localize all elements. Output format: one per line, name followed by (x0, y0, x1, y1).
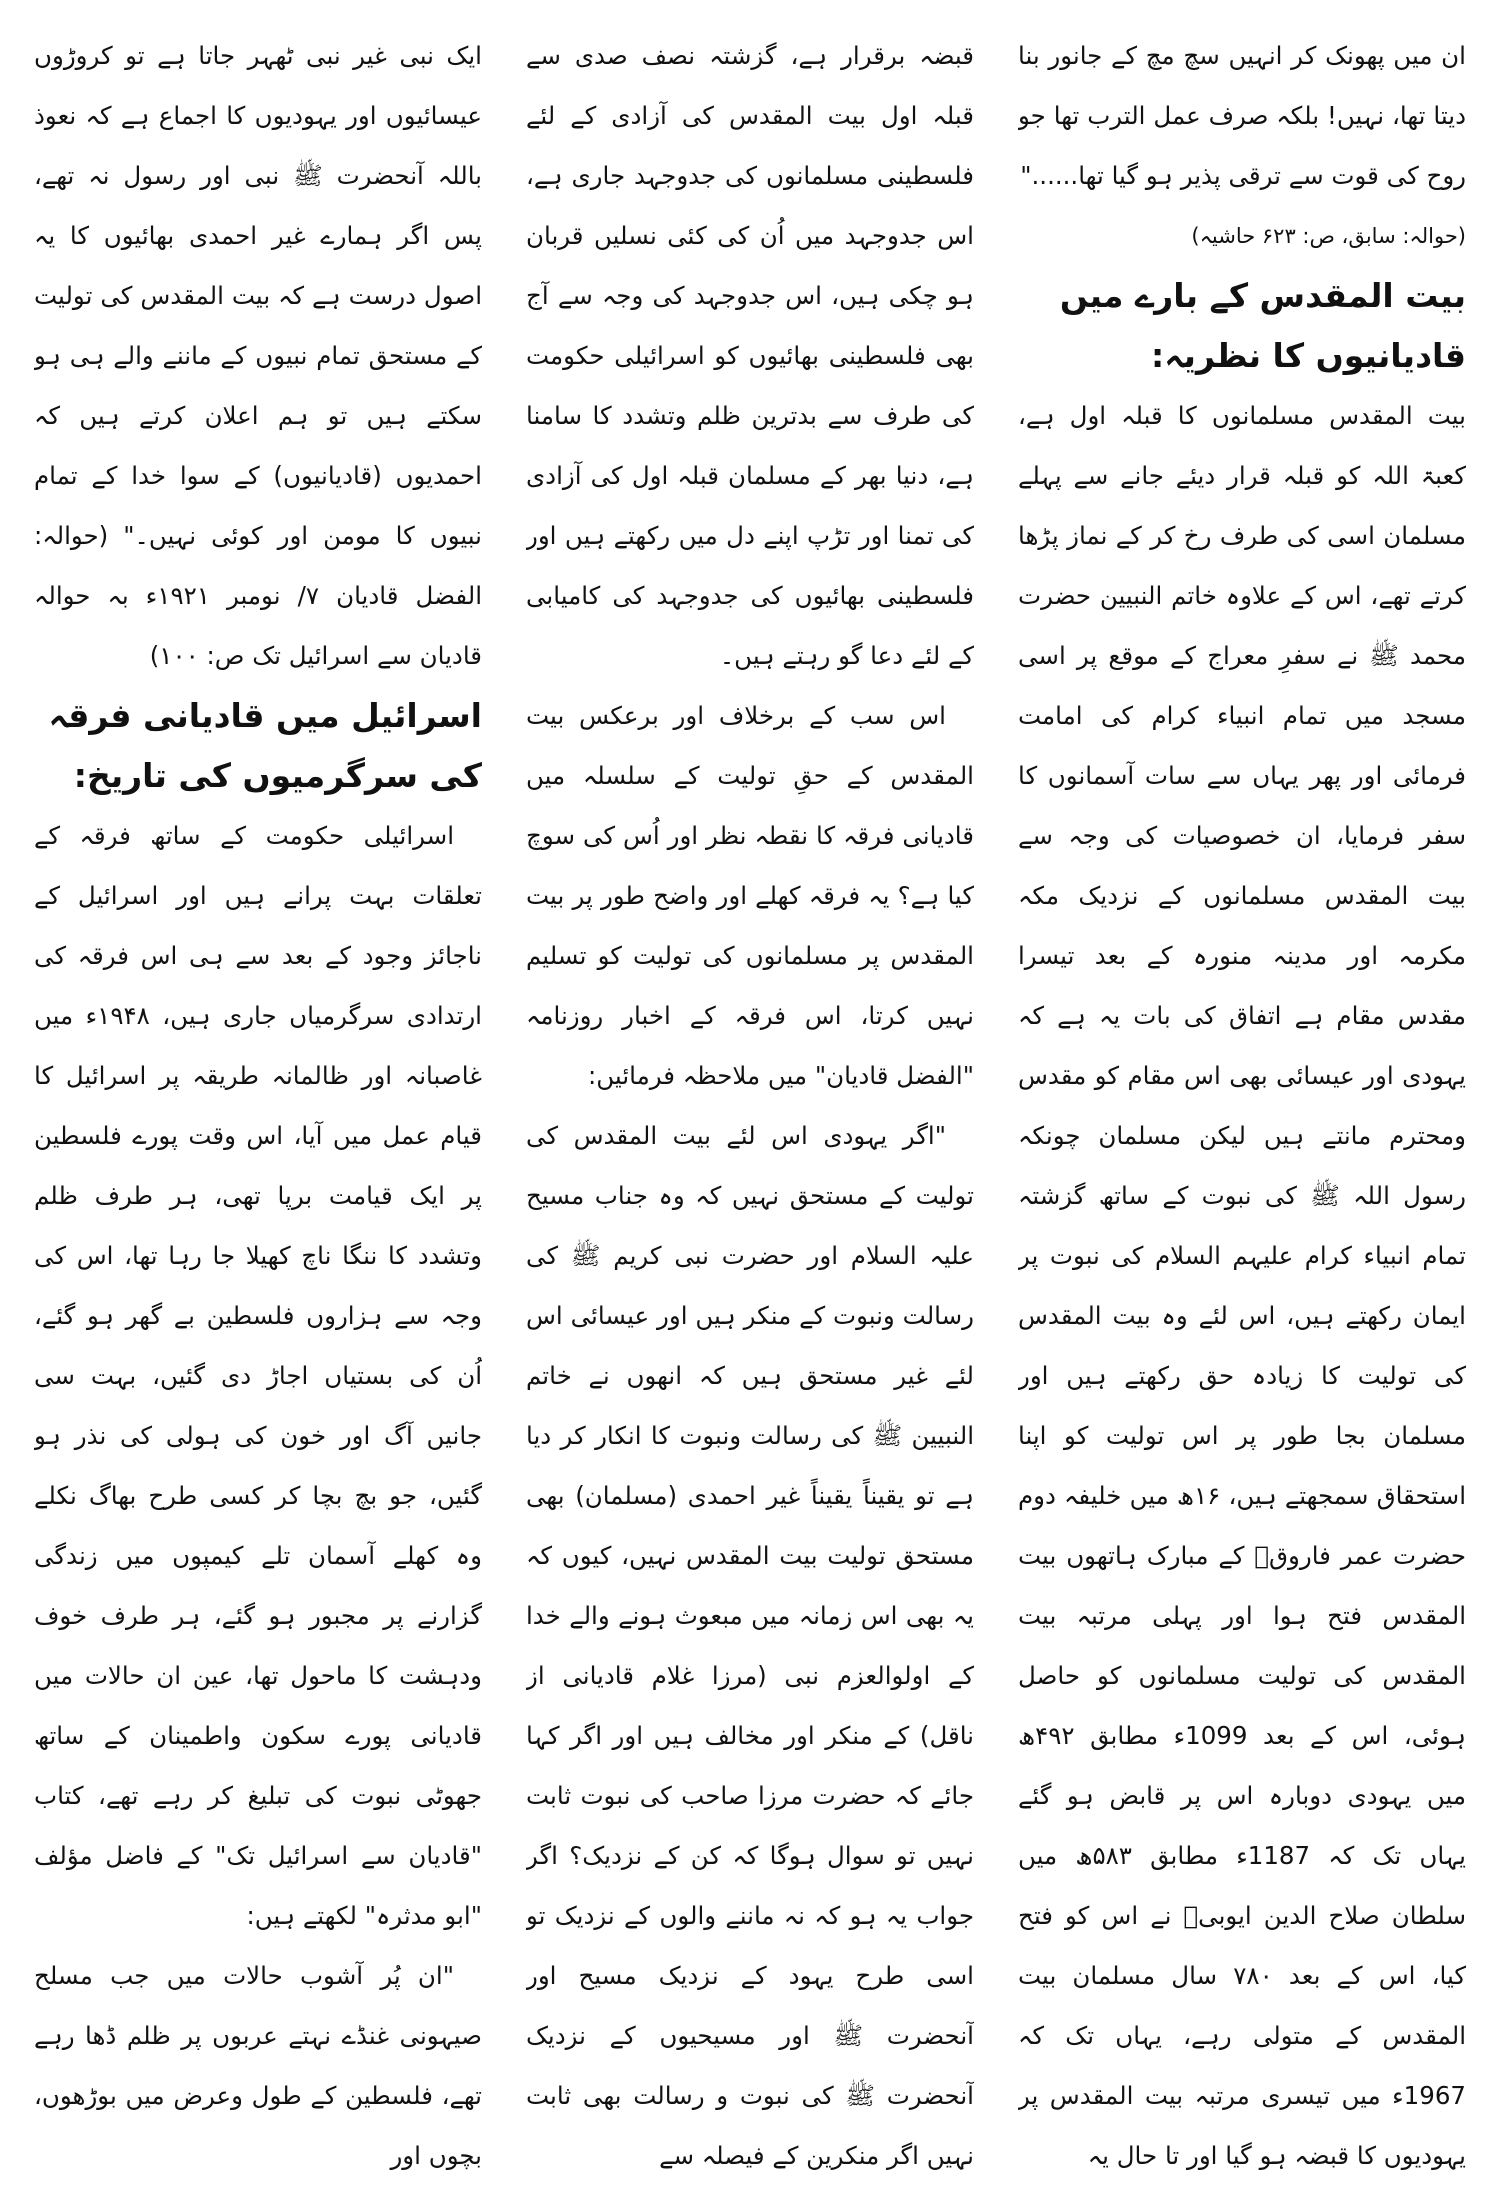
paragraph: ان میں پھونک کر انہیں سچ مچ کے جانور بنا دیتا تھا، نہیں! بلکہ صرف عمل الترب تھا جو روح کی قوت سے ترقی پذیر ہو گیا تھا......" (1018, 41, 1466, 190)
reference-note: (حوالہ: سابق، ص: ۶۲۳ حاشیہ) (1191, 224, 1466, 248)
paragraph: ایک نبی غیر نبی ٹھہر جاتا ہے تو کروڑوں عیسائیوں اور یہودیوں کا اجماع ہے کہ نعوذ باللہ آنحضرت ﷺ نبی اور رسول نہ تھے، پس اگر ہمارے غیر احمدی بھائیوں کا یہ اصول درست ہے کہ بیت المقدس کی تولیت کے مستحق تمام نبیوں کے ماننے والے ہی ہو سکتے ہیں تو ہم اعلان کرتے ہیں کہ احمدیوں (قادیانیوں) کے سوا خدا کے تمام نبیوں کا مومن اور کوئی نہیں۔" (حوالہ: الفضل قادیان ۷/ نومبر ۱۹۲۱ء بہ حوالہ قادیان سے اسرائیل تک ص: ۱۰۰) (34, 41, 482, 670)
section-heading: اسرائیل میں قادیانی فرقہ کی سرگرمیوں کی تاریخ: (48, 696, 482, 795)
column-right (1018, 26, 1466, 2180)
paragraph: بیت المقدس مسلمانوں کا قبلہ اول ہے، کعبۃ اللہ کو قبلہ قرار دیئے جانے سے پہلے مسلمان اسی کی طرف رخ کر کے نماز پڑھا کرتے تھے، اس کے علاوہ خاتم النبیین حضرت محمد ﷺ نے سفرِ معراج کے موقع پر اسی مسجد میں تمام انبیاء کرام کی امامت فرمائی اور پھر یہاں سے سات آسمانوں کا سفر فرمایا، ان خصوصیات کی وجہ سے بیت المقدس مسلمانوں کے نزدیک مکہ مکرمہ اور مدینہ منورہ کے بعد تیسرا مقدس مقام ہے اتفاق کی بات یہ ہے کہ یہودی اور عیسائی بھی اس مقام کو مقدس ومحترم مانتے ہیں لیکن مسلمان چونکہ رسول اللہ ﷺ کی نبوت کے ساتھ گزشتہ تمام انبیاء کرام علیہم السلام کی نبوت پر ایمان رکھتے ہیں، اس لئے وہ بیت المقدس کی تولیت کا زیادہ حق رکھتے ہیں اور مسلمان بجا طور پر اس تولیت کو اپنا استحقاق سمجھتے ہیں، ۱۶ھ میں خلیفہ دوم حضرت عمر فاروقؓ کے مبارک ہاتھوں بیت المقدس فتح ہوا اور پہلی مرتبہ بیت المقدس کی تولیت مسلمانوں کو حاصل ہوئی، اس کے بعد 1099ء مطابق ۴۹۲ھ میں یہودی دوبارہ اس پر قابض ہو گئے یہاں تک کہ 1187ء مطابق ۵۸۳ھ میں سلطان صلاح الدین ایوبیؒ نے اس کو فتح کیا، اس کے بعد ۷۸۰ سال مسلمان بیت المقدس کے متولی رہے، یہاں تک کہ 1967ء میں تیسری مرتبہ بیت المقدس پر یہودیوں کا قبضہ ہو گیا اور تا حال یہ (1018, 401, 1466, 2170)
paragraph: اسرائیلی حکومت کے ساتھ فرقہ کے تعلقات بہت پرانے ہیں اور اسرائیل کے ناجائز وجود کے بعد سے ہی اس فرقہ کی ارتدادی سرگرمیاں جاری ہیں، ۱۹۴۸ء میں غاصبانہ اور ظالمانہ طریقہ پر اسرائیل کا قیام عمل میں آیا، اس وقت پورے فلسطین پر ایک قیامت برپا تھی، ہر طرف ظلم وتشدد کا ننگا ناچ کھیلا جا رہا تھا، اس کی وجہ سے ہزاروں فلسطین بے گھر ہو گئے، اُن کی بستیاں اجاڑ دی گئیں، بہت سی جانیں آگ اور خون کی ہولی کی نذر ہو گئیں، جو بچ بچا کر کسی طرح بھاگ نکلے وہ کھلے آسمان تلے کیمپوں میں زندگی گزارنے پر مجبور ہو گئے، ہر طرف خوف ودہشت کا ماحول تھا، عین ان حالات میں قادیانی پورے سکون واطمینان کے ساتھ جھوٹی نبوت کی تبلیغ کر رہے تھے، کتاب "قادیان سے اسرائیل تک" کے فاضل مؤلف "ابو مدثرہ" لکھتے ہیں: (34, 821, 482, 1930)
paragraph: اس سب کے برخلاف اور برعکس بیت المقدس کے حقِ تولیت کے سلسلہ میں قادیانی فرقہ کا نقطہ نظر اور اُس کی سوچ کیا ہے؟ یہ فرقہ کھلے اور واضح طور پر بیت المقدس پر مسلمانوں کی تولیت کو تسلیم نہیں کرتا، اس فرقہ کے اخبار روزنامہ "الفضل قادیان" میں ملاحظہ فرمائیں: (526, 701, 974, 1090)
column-left (34, 26, 482, 2180)
section-heading: بیت المقدس کے بارے میں قادیانیوں کا نظریہ: (1059, 276, 1466, 375)
column-middle (526, 26, 974, 2180)
quotation: "اگر یہودی اس لئے بیت المقدس کی تولیت کے مستحق نہیں کہ وہ جناب مسیح علیہ السلام اور حضرت نبی کریم ﷺ کی رسالت ونبوت کے منکر ہیں اور عیسائی اس لئے غیر مستحق ہیں کہ انھوں نے خاتم النبیین ﷺ کی رسالت ونبوت کا انکار کر دیا ہے تو یقیناً یقیناً غیر احمدی (مسلمان) بھی مستحق تولیت بیت المقدس نہیں، کیوں کہ یہ بھی اس زمانہ میں مبعوث ہونے والے خدا کے اولوالعزم نبی (مرزا غلام قادیانی از ناقل) کے منکر اور مخالف ہیں اور اگر کہا جائے کہ حضرت مرزا صاحب کی نبوت ثابت نہیں تو سوال ہوگا کہ کن کے نزدیک؟ اگر جواب یہ ہو کہ نہ ماننے والوں کے نزدیک تو اسی طرح یہود کے نزدیک مسیح اور آنحضرت ﷺ اور مسیحیوں کے نزدیک آنحضرت ﷺ کی نبوت و رسالت بھی ثابت نہیں اگر منکرین کے فیصلہ سے (526, 1121, 974, 2170)
quotation: "ان پُر آشوب حالات میں جب مسلح صیہونی غنڈے نہتے عربوں پر ظلم ڈھا رہے تھے، فلسطین کے طول وعرض میں بوڑھوں، بچوں اور (34, 1961, 482, 2170)
paragraph: قبضہ برقرار ہے، گزشتہ نصف صدی سے قبلہ اول بیت المقدس کی آزادی کے لئے فلسطینی مسلمانوں کی جدوجہد جاری ہے، اس جدوجہد میں اُن کی کئی نسلیں قربان ہو چکی ہیں، اس جدوجہد کی وجہ سے آج بھی فلسطینی بھائیوں کو اسرائیلی حکومت کی طرف سے بدترین ظلم وتشدد کا سامنا ہے، دنیا بھر کے مسلمان قبلہ اول کی آزادی کی تمنا اور تڑپ اپنے دل میں رکھتے ہیں اور فلسطینی بھائیوں کی جدوجہد کی کامیابی کے لئے دعا گو رہتے ہیں۔ (526, 41, 974, 670)
